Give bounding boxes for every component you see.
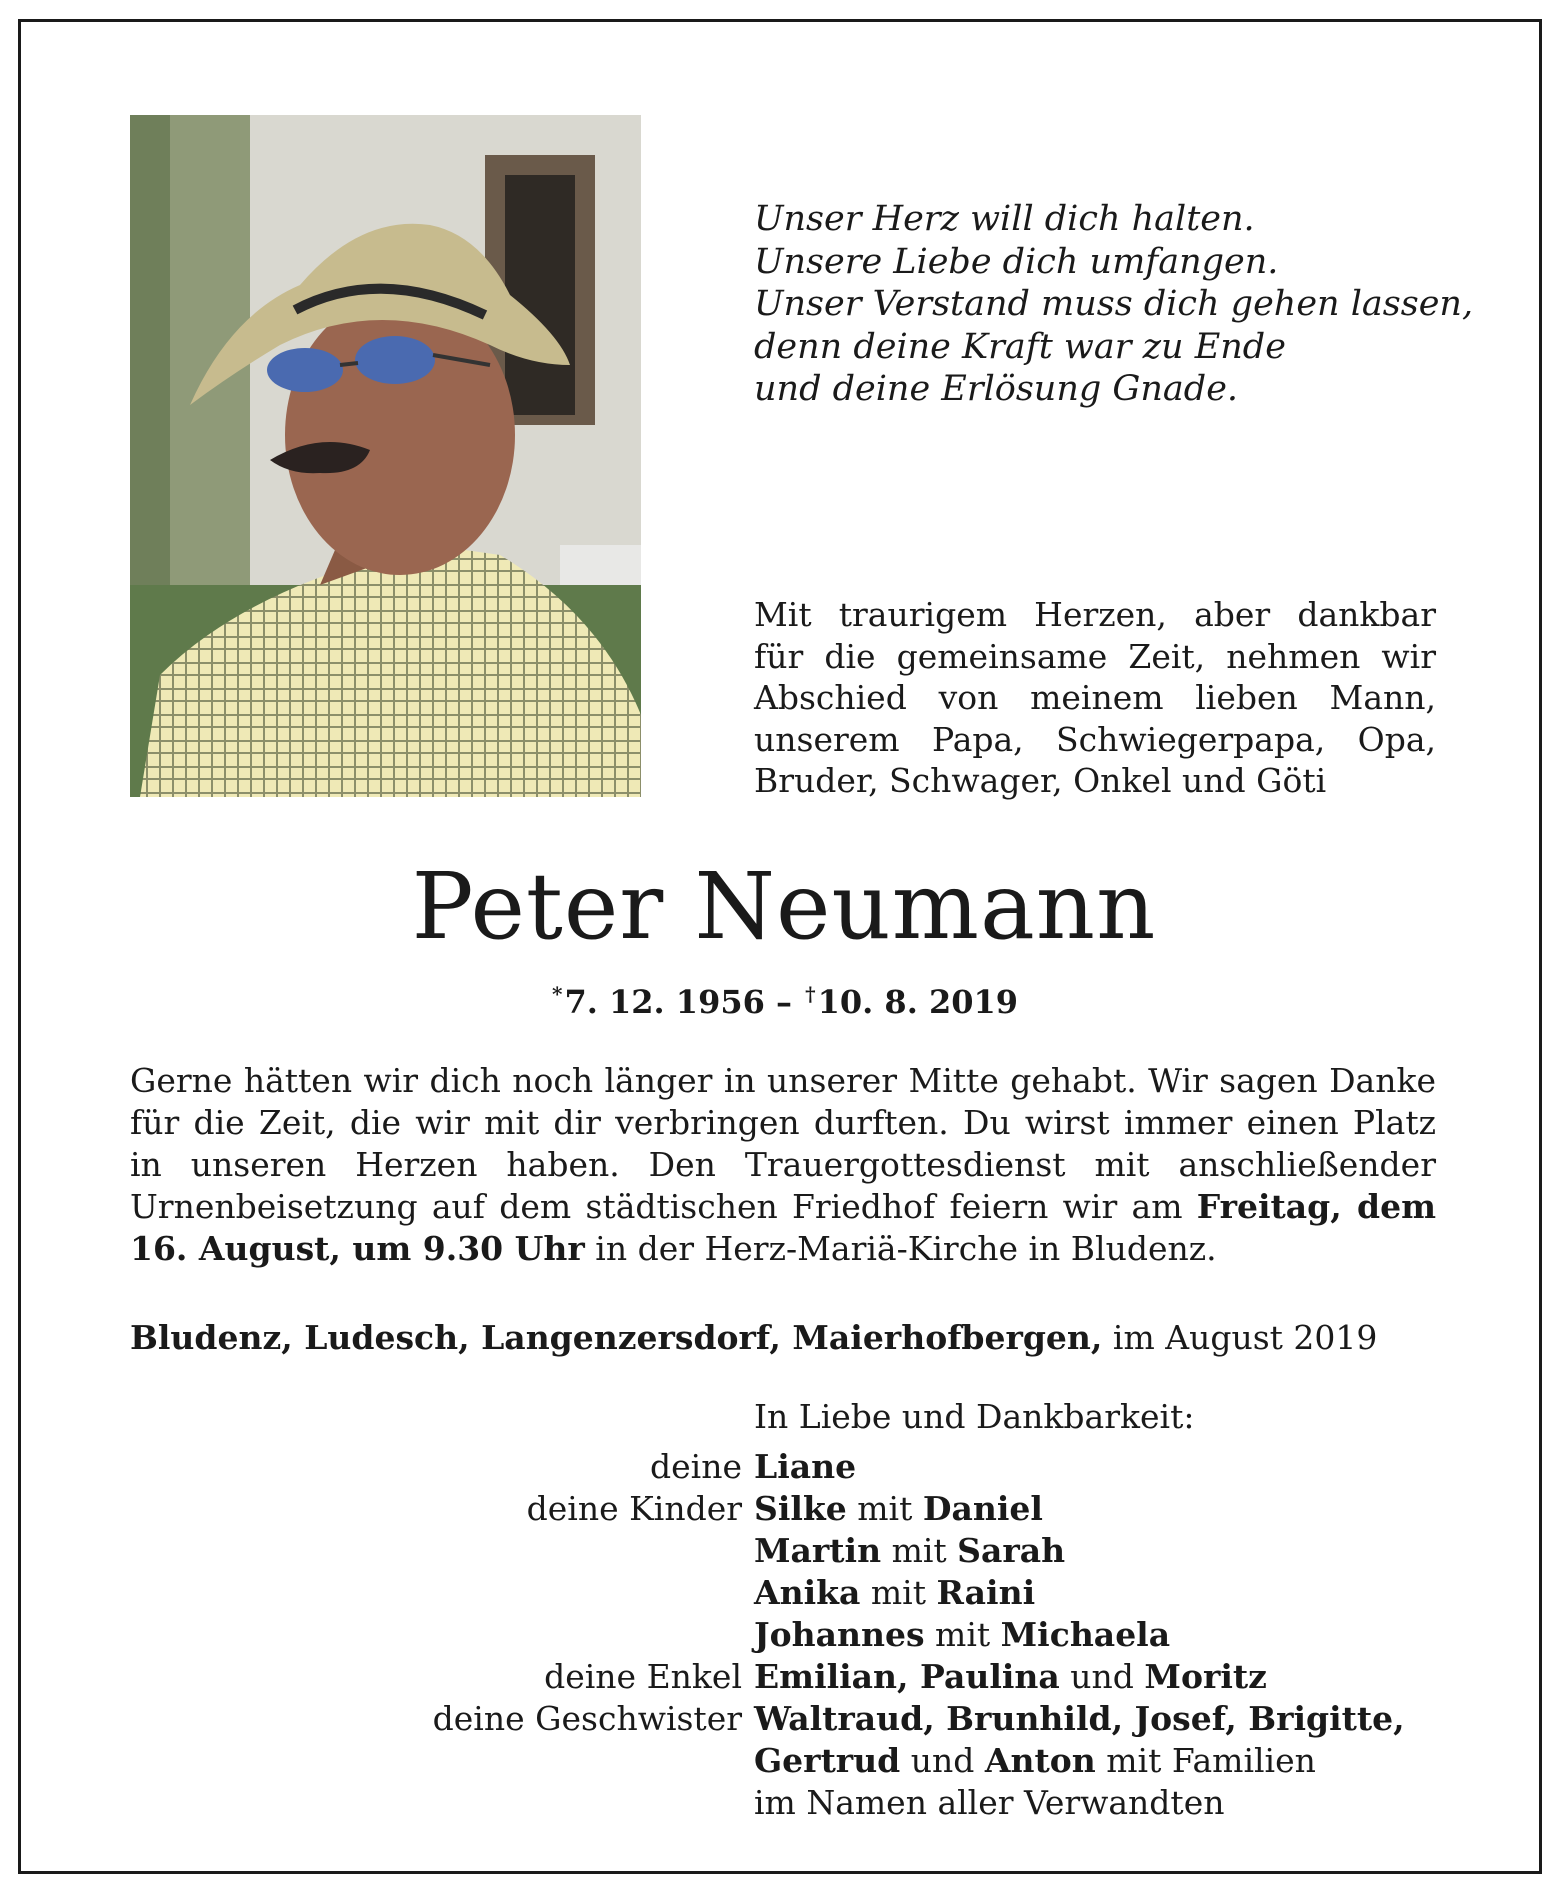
wife-name [754,1447,856,1486]
grandchildren-row [754,1657,1267,1696]
connector: und [900,1741,985,1780]
body-line [130,1228,1436,1270]
service-day: Freitag, dem [1196,1187,1436,1226]
intro-line: für die gemeinsame Zeit, nehmen wir [754,636,1436,676]
poem-line: Unser Verstand muss dich gehen lassen, [754,284,1474,324]
siblings-row [754,1741,1316,1780]
body-text: Urnenbeisetzung auf dem städtischen Friedhof feiern wir am [130,1187,1197,1226]
deceased-name: Peter Neumann [411,853,1157,960]
family-name: Martin [754,1531,882,1570]
place-date-line [130,1318,1377,1357]
family-name: Michaela [1000,1615,1171,1654]
grandchildren-label: deine Enkel [544,1657,742,1696]
body-line: für die Zeit, die wir mit dir verbringen durften. Du wirst immer einen Platz [130,1103,1436,1142]
family-name: Raini [936,1573,1036,1612]
intro-line: Bruder, Schwager, Onkel und Göti [754,761,1327,800]
child-row [754,1489,1043,1528]
portrait-illustration [130,115,641,797]
intro-line: Mit traurigem Herzen, aber dankbar [754,595,1436,634]
connector: mit Familien [1095,1741,1316,1780]
siblings-label: deine Geschwister [432,1699,742,1738]
connector: mit [881,1531,958,1570]
family-name: Daniel [922,1489,1043,1528]
intro-line: Abschied von meinem lieben Mann, [754,678,1436,717]
connector: mit [860,1573,937,1612]
birth-date: 7. 12. 1956 [564,983,765,1021]
date-separator: – [764,983,804,1021]
family-name: Silke [754,1489,847,1528]
family-name: Gertrud [754,1741,901,1780]
intro-line: unserem Papa, Schwiegerpapa, Opa, [754,719,1436,759]
family-name: Anton [984,1741,1096,1780]
family-name: Liane [754,1447,857,1486]
body-line: Gerne hätten wir dich noch länger in unserer Mitte gehabt. Wir sagen Danke [130,1061,1436,1100]
family-name: Waltraud, Brunhild, Josef, Brigitte, [754,1699,1405,1738]
service-location: in der Herz-Mariä-Kirche in Bludenz. [584,1229,1217,1268]
family-name: Anika [754,1573,861,1612]
poem-line: Unsere Liebe dich umfangen. [754,241,1279,282]
month-year: im August 2019 [1102,1318,1378,1357]
announcement-body [130,1060,1436,1270]
family-name: Emilian, Paulina [754,1657,1060,1696]
children-label: deine Kinder [526,1489,742,1528]
family-name: Moritz [1144,1657,1267,1696]
life-dates [0,982,1568,1021]
connector: und [1059,1657,1145,1696]
service-date-time: 16. August, um 9.30 Uhr [130,1229,585,1268]
places: Bludenz, Ludesch, Langenzersdorf, Maierhofbergen, [130,1318,1103,1357]
child-row [754,1531,1065,1570]
body-line: in unseren Herzen haben. Den Trauergottesdienst mit anschließender [130,1145,1436,1184]
poem-line: denn deine Kraft war zu Ende [754,326,1286,367]
memorial-poem [754,198,1473,411]
wife-label: deine [650,1447,742,1486]
death-date: 10. 8. 2019 [817,983,1019,1021]
connector: mit [846,1489,923,1528]
family-name: Johannes [754,1615,925,1654]
poem-line: und deine Erlösung Gnade. [754,369,1239,409]
portrait-photo [130,115,641,797]
siblings-row [754,1699,1405,1738]
family-name: Sarah [957,1531,1066,1570]
intro-text [754,594,1436,802]
connector: mit [924,1615,1001,1654]
birth-symbol: * [551,982,563,1006]
closing-phrase: In Liebe und Dankbarkeit: [754,1397,1195,1436]
death-symbol: † [805,982,816,1006]
poem-line: Unser Herz will dich halten. [754,199,1255,239]
child-row [754,1573,1035,1612]
child-row [754,1615,1170,1654]
relatives-line: im Namen aller Verwandten [754,1783,1225,1822]
body-line [130,1186,1436,1228]
